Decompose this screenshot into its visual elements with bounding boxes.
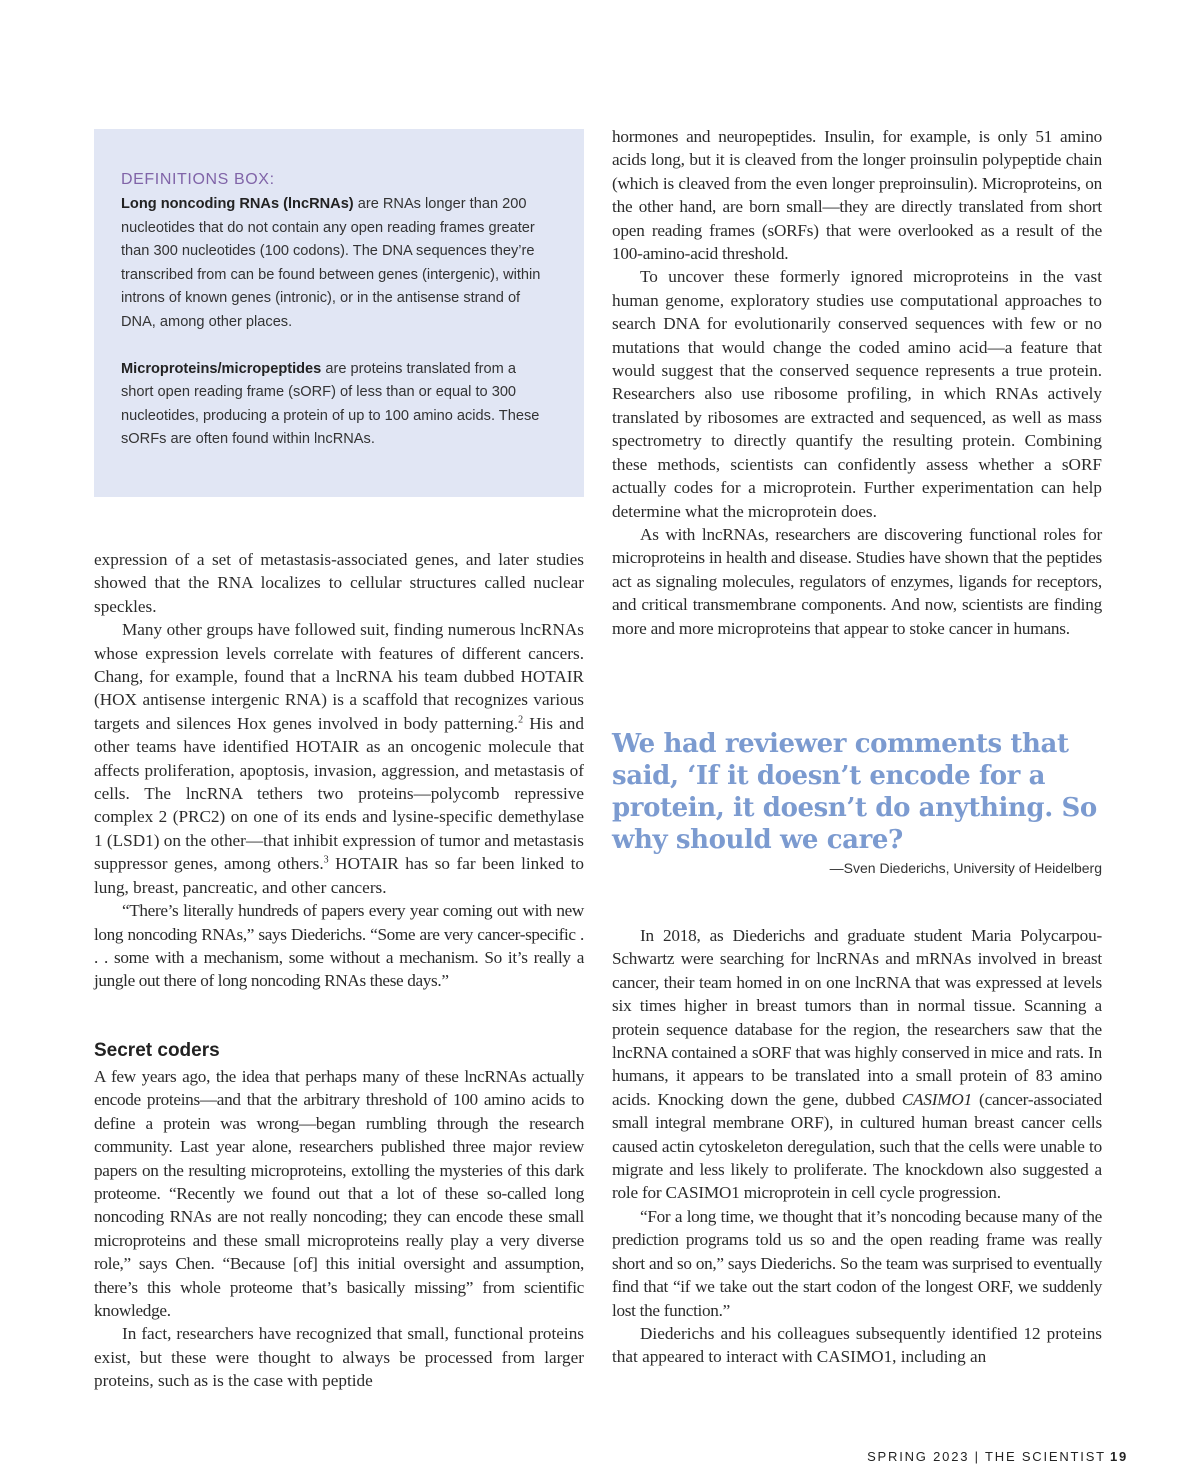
right-paragraph-1: hormones and neuropeptides. Insulin, for example, is only 51 amino acids long, but it is cleaved from the longer proinsulin polypeptide chain (which is cleaved from the even longer preproinsulin). Microproteins, on the other hand, are born small—they are directly translated from short open reading frames (sORFs) that were overlooked as a result of the 100-amino-acid threshold.	[612, 127, 1102, 264]
definitions-box	[94, 129, 584, 497]
left-column	[94, 548, 584, 993]
right-paragraph-2: To uncover these formerly ignored microproteins in the vast human genome, exploratory studies use computational approaches to search DNA for evolutionarily conserved sequences with few or no mutations that would change the coded amino acid—a feature that would suggest that the conserved sequence represents a true protein. Researchers also use ribosome profiling, in which RNAs actively translated by ribosomes are extracted and sequenced, as well as mass spectrometry to directly quantify the resulting protein. Combining these methods, scientists can confidently assess whether a sORF actually codes for a microprotein. Further experimentation can help determine what the microprotein does.	[612, 267, 1102, 521]
gene-name-casimo1: CASIMO1	[901, 1089, 972, 1109]
definition-microproteins-text: are proteins translated from a short open reading frame (sORF) of less than or equal to 300 nucleotides, producing a protein of up to 100 amino acids. These sORFs are often found within lncRNAs.	[121, 360, 540, 448]
left-paragraph-4: A few years ago, the idea that perhaps many of these lncRNAs actually encode proteins—and that the arbitrary threshold of 100 amino acids to define a protein was wrong—began rumbling through the research community. Last year alone, researchers published three major review papers on the resulting microproteins, extolling the mysteries of this dark proteome. “Recently we found out that a lot of these so-called long noncoding RNAs are not really noncoding; they can encode these small microproteins and these small microproteins really play a very diverse role,” says Chen. “Because [of] this initial oversight and assumption, there’s this whole proteome that’s basically missing” from scientific knowledge.	[94, 1067, 584, 1321]
left-paragraph-2-a: Many other groups have followed suit, finding numerous lncRNAs whose expression levels correlate with features of different cancers. Chang, for example, found that a lncRNA his team dubbed HOTAIR (HOX antisense intergenic RNA) is a scaffold that recognizes various targets and silences Hox genes involved in body patterning.	[94, 620, 584, 733]
definition-lncrna-term: Long noncoding RNAs (lncRNAs)	[121, 196, 354, 212]
pull-quote: We had reviewer comments that said, ‘If it doesn’t encode for a protein, it doesn’t do anything. So why should we care?	[612, 729, 1097, 855]
right-paragraph-4	[612, 924, 1102, 1205]
left-paragraph-2	[94, 618, 584, 899]
page-footer	[867, 1449, 1128, 1464]
definition-lncrna-text: are RNAs longer than 200 nucleotides that do not contain any open reading frames greater than 300 nucleotides (100 codons). The DNA sequences they’re transcribed from can be found between genes (intergenic), within introns of known genes (intronic), or in the antisense strand of DNA, among other places.	[121, 196, 541, 330]
definition-microproteins	[121, 358, 548, 452]
section-heading-secret-coders: Secret coders	[94, 1040, 220, 1061]
left-paragraph-2-c: HOTAIR has so far been linked to lung, breast, pancreatic, and other cancers.	[94, 854, 584, 897]
right-paragraph-3: As with lncRNAs, researchers are discovering functional roles for microproteins in health and disease. Studies have shown that the peptides act as signaling molecules, regulators of enzymes, ligands for receptors, and critical transmembrane components. And now, scientists are finding more and more microproteins that appear to stoke cancer in humans.	[612, 524, 1102, 638]
right-paragraph-6: Diederichs and his colleagues subsequently identified 12 proteins that appeared to interact with CASIMO1, including an	[612, 1323, 1102, 1367]
page-number: 19	[1109, 1449, 1128, 1464]
right-paragraph-5: “For a long time, we thought that it’s noncoding because many of the prediction programs told us so and the open reading frame was really short and so on,” says Diederichs. So the team was surprised to eventually find that “if we take out the start codon of the longest ORF, we suddenly lost the function.”	[612, 1206, 1102, 1320]
left-paragraph-5: In fact, researchers have recognized that small, functional proteins exist, but these were thought to always be processed from larger proteins, such as is the case with peptide	[94, 1324, 584, 1391]
left-column-section	[94, 1065, 584, 1393]
right-paragraph-4-a: In 2018, as Diederichs and graduate student Maria Polycarpou-Schwartz were searching for lncRNAs and mRNAs involved in breast cancer, their team homed in on one lncRNA that was expressed at levels six times higher in breast tumors than in normal tissue. Scanning a protein sequence database for the region, the researchers saw that the lncRNA contained a sORF that was highly conserved in mice and rats. In humans, it appears to be translated into a small protein of 83 amino acids. Knocking down the gene, dubbed	[612, 926, 1102, 1109]
definition-lncrna	[121, 193, 548, 335]
running-head: SPRING 2023 | THE SCIENTIST	[867, 1449, 1106, 1464]
left-paragraph-1: expression of a set of metastasis-associated genes, and later studies showed that the RNA localizes to cellular structures called nuclear speckles.	[94, 550, 584, 616]
reference-3: 3	[323, 854, 329, 866]
left-paragraph-3: “There’s literally hundreds of papers every year coming out with new long noncoding RNAs,” says Diederichs. “Some are very cancer-specific . . . some with a mechanism, some without a mechanism. So it’s really a jungle out there of long noncoding RNAs these days.”	[94, 901, 584, 991]
right-paragraph-4-b: (cancer-associated small integral membrane ORF), in cultured human breast cancer cells caused actin cytoskeleton deregulation, such that the cells were unable to migrate and less likely to proliferate. The knockdown also suggested a role for CASIMO1 microprotein in cell cycle progression.	[612, 1089, 1103, 1203]
definition-microproteins-term: Microproteins/micropeptides	[121, 360, 322, 377]
pull-quote-attribution: —Sven Diederichs, University of Heidelberg	[829, 860, 1102, 876]
left-paragraph-2-b: His and other teams have identified HOTAIR as an oncogenic molecule that affects proliferation, apoptosis, invasion, aggression, and metastasis of cells. The lncRNA tethers two proteins—polycomb repressive complex 2 (PRC2) on one of its ends and lysine-specific demethylase 1 (LSD1) on the other—that inhibit expression of tumor and metastasis suppressor genes, among others.	[94, 713, 584, 874]
definitions-box-title: DEFINITIONS BOX:	[121, 171, 275, 188]
right-column-lower	[612, 924, 1102, 1369]
reference-2: 2	[518, 714, 524, 726]
right-column	[612, 125, 1102, 640]
